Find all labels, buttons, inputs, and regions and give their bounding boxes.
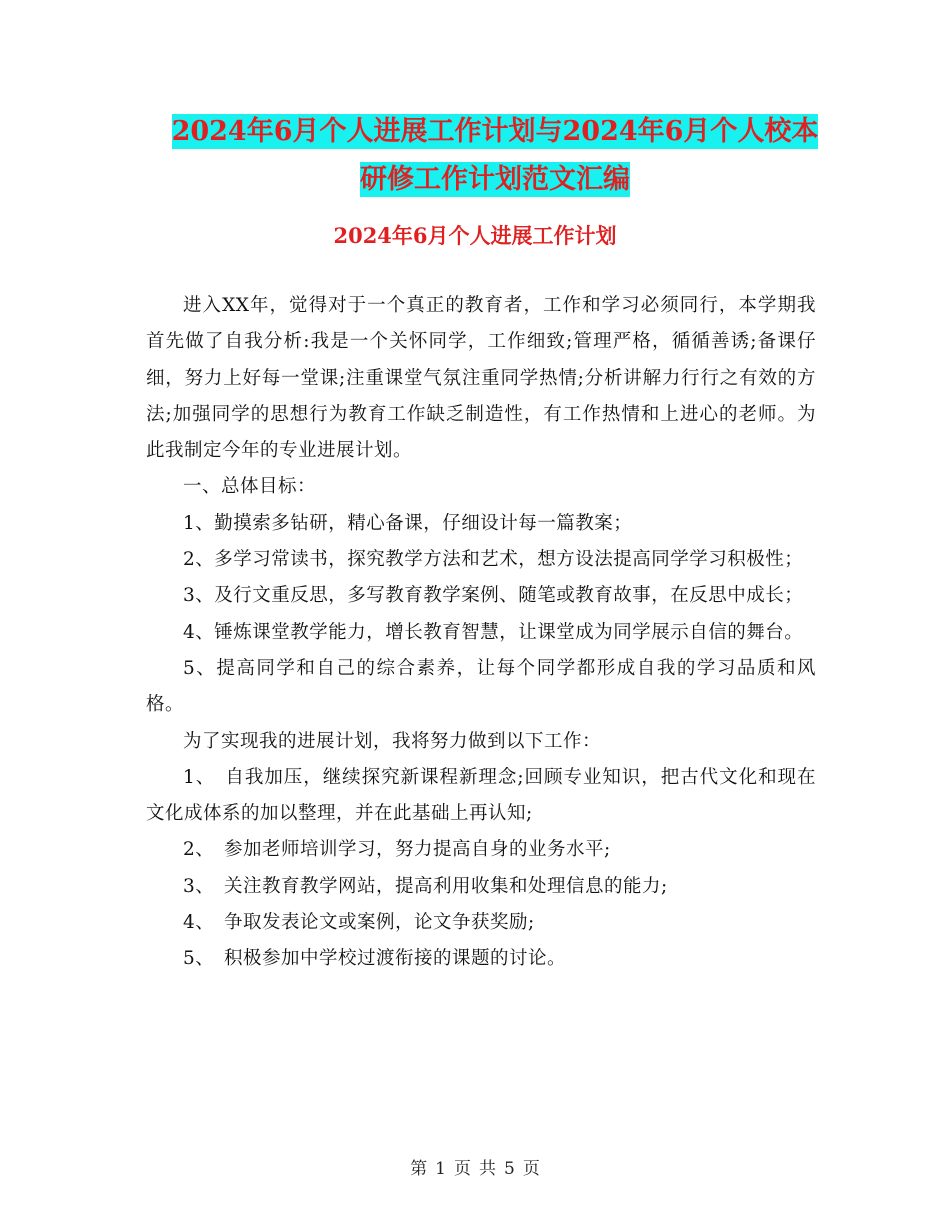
paragraph-work-2: 2、 参加老师培训学习，努力提高自身的业务水平; <box>183 839 611 861</box>
footer-page-unit: 页 <box>454 1159 471 1179</box>
paragraph-goal-2: 2、多学习常读书，探究教学方法和艺术，想方设法提高同学学习积极性； <box>183 549 804 571</box>
footer-page-current: 1 <box>435 1159 446 1179</box>
paragraph-work-heading: 为了实现我的进展计划，我将努力做到以下工作： <box>183 730 602 752</box>
paragraph-goal-5: 5、提高同学和自己的综合素养，让每个同学都形成自我的学习品质和风格。 <box>146 657 816 716</box>
document-body <box>146 288 816 978</box>
paragraph-work-5: 5、 积极参加中学校过渡衔接的课题的讨论。 <box>183 948 567 970</box>
paragraph-goal-4: 4、锤炼课堂教学能力，增长教育智慧，让课堂成为同学展示自信的舞台。 <box>183 621 804 643</box>
paragraph-work-1: 1、 自我加压，继续探究新课程新理念;回顾专业知识，把古代文化和现在文化成体系的加以整理，并在此基础上再认知; <box>146 766 816 825</box>
document-title-line-2: 研修工作计划范文汇编 <box>360 164 630 195</box>
paragraph-goal-1: 1、勤摸索多钻研，精心备课，仔细设计每一篇教案； <box>183 512 633 534</box>
footer-total-label: 共 <box>479 1159 496 1179</box>
page-footer <box>0 1154 950 1179</box>
paragraph-goal-3: 3、及行文重反思，多写教育教学案例、随笔或教育故事，在反思中成长； <box>183 585 804 607</box>
footer-page-total: 5 <box>504 1159 515 1179</box>
footer-page-label: 第 <box>410 1159 428 1179</box>
paragraph-work-3: 3、 关注教育教学网站，提高利用收集和处理信息的能力; <box>183 875 668 897</box>
document-title <box>120 108 870 204</box>
section-title: 2024年6月个人进展工作计划 <box>333 223 617 248</box>
paragraph-intro: 进入XX年，觉得对于一个真正的教育者，工作和学习必须同行，本学期我首先做了自我分析:我是一个关怀同学，工作细致;管理严格，循循善诱;备课仔细，努力上好每一堂课;注重课堂气氛注重同学热情;分析讲解力行行之有效的方法;加强同学的思想行为教育工作缺乏制造性，有工作热情和上进心的老师。为此我制定今年的专业进展计划。 <box>146 295 816 462</box>
footer-total-unit: 页 <box>522 1159 540 1179</box>
document-title-line-1: 2024年6月个人进展工作计划与2024年6月个人校本 <box>171 116 819 147</box>
paragraph-goals-heading: 一、总体目标： <box>183 476 317 498</box>
paragraph-work-4: 4、 争取发表论文或案例，论文争获奖励; <box>183 912 535 934</box>
